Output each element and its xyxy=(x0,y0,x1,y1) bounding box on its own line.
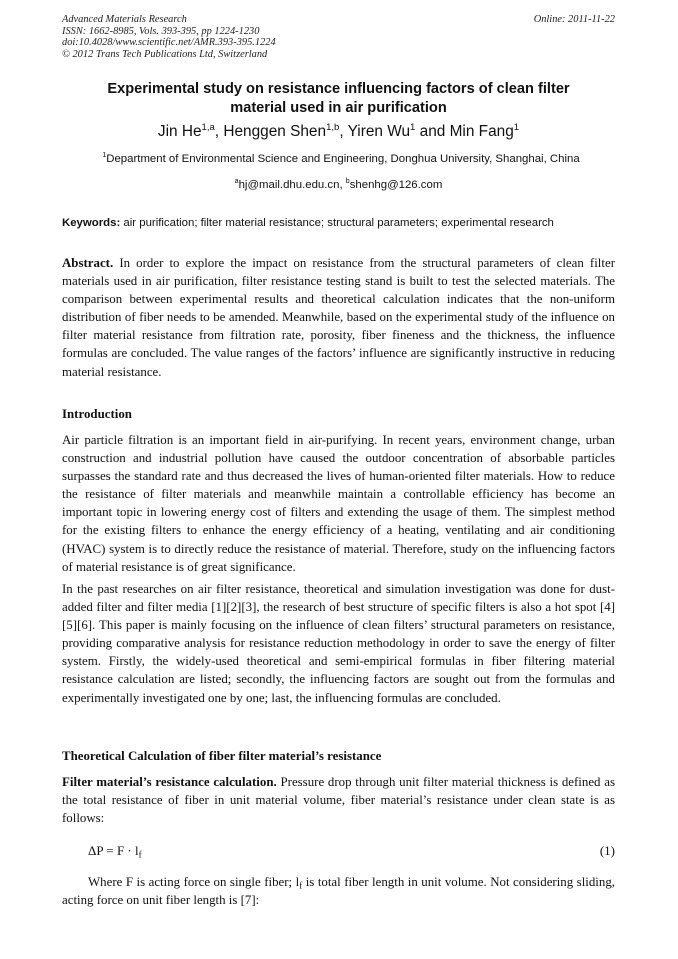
journal-doi: doi:10.4028/www.scientific.net/AMR.393-395.1224 xyxy=(62,37,276,48)
author-superscript: 1 xyxy=(513,121,520,133)
journal-name: Advanced Materials Research xyxy=(62,14,187,25)
title-line-1: Experimental study on resistance influencing factors of clean filter xyxy=(107,81,570,97)
email-superscript: a xyxy=(234,178,239,186)
journal-issn: ISSN: 1662-8985, Vols. 393-395, pp 1224-1230 xyxy=(62,25,260,37)
equation-subscript: f xyxy=(138,849,142,860)
theory-text: Where F is acting force on single fiber; l xyxy=(88,875,300,889)
author-name: Min Fang xyxy=(449,123,514,140)
author-name: Jin He xyxy=(157,123,202,140)
author-superscript: 1,b xyxy=(326,121,340,133)
theory-subscript: f xyxy=(299,880,303,891)
equation-1 xyxy=(88,842,615,860)
journal-header xyxy=(62,14,615,60)
email-address[interactable]: shenhg@126.com xyxy=(349,179,443,191)
paper-title xyxy=(62,80,615,118)
journal-copyright: © 2012 Trans Tech Publications Ltd, Switzerland xyxy=(62,48,268,60)
keywords-text: air purification; filter material resistance; structural parameters; experimental research xyxy=(123,217,554,229)
online-date: Online: 2011-11-22 xyxy=(533,14,615,25)
intro-paragraph-1: Air particle filtration is an important field in air-purifying. In recent years, environment change, urban construction and industrial pollution have caused the outdoor concentration of absorbable particles surpasses the standard rate and thus decreased the lives of human-oriented filter materials. How to reduce the resistance of filter materials and meanwhile maintain a controllable efficiency has become an important topic in lowering energy cost of filters and extending the usage of them. The simplest method for the existing filters to enhance the energy efficiency of a heating, ventilating and air conditioning (HVAC) system is to directly reduce the resistance of material. Therefore, study on the influencing factors of material resistance is of great significance. xyxy=(62,433,615,574)
abstract-paragraph xyxy=(62,254,615,381)
keywords xyxy=(62,215,615,231)
equation-number: (1) xyxy=(599,843,615,858)
author-name: Henggen Shen xyxy=(223,123,327,140)
equation-body: ΔP = F · l xyxy=(88,843,139,858)
subsection-label: Filter material’s resistance calculation. xyxy=(62,775,277,789)
section-heading-introduction: Introduction xyxy=(62,407,132,421)
keywords-label: Keywords: xyxy=(62,217,121,229)
intro-paragraph-2: In the past researches on air filter resistance, theoretical and simulation investigation was done for dust-added filter and filter media [1][2][3], the research of best structure of specific filters is also a hot spot [4][5][6]. This paper is mainly focusing on the influence of clean filters’ structural parameters on resistance, providing comparative analysis for resistance reduction methodology in order to save the energy of filter system. Firstly, the widely-used theoretical and semi-empirical formulas in fiber filtering material resistance calculation are listed; secondly, the influencing factors are sought out from the formulas and experimentally investigated one by one; last, the influencing formulas are concluded. xyxy=(62,582,615,705)
author-superscript: 1 xyxy=(410,121,416,133)
author-list: Jin He$^{1,a}$, Henggen Shen$^{1,b}$, Yiren Wu$^1$ and Min Fang$^1$ xyxy=(157,121,520,140)
theory-text: is total fiber length in unit volume. Not considering sliding, acting force on unit fiber length is [7]: xyxy=(62,875,615,908)
email-address[interactable]: hj@mail.dhu.edu.cn, xyxy=(238,179,343,191)
affiliation-text: Department of Environmental Science and Engineering, Donghua University, Shanghai, China xyxy=(106,153,580,165)
section-heading-theory: Theoretical Calculation of fiber filter material’s resistance xyxy=(62,749,382,763)
theory-paragraph-1 xyxy=(62,773,615,827)
affiliation-superscript: 1 xyxy=(102,152,107,160)
email-superscript: b xyxy=(345,178,350,186)
affiliation xyxy=(62,151,620,167)
abstract-text: In order to explore the impact on resistance from the structural parameters of clean filter materials used in air purification, filter resistance testing stand is built to test the selected materials. The comparison between experimental results and theoretical calculation indicates that the non-uniform distribution of fiber needs to be amended. Meanwhile, based on the experimental study of the influence on filter material resistance from filtration rate, porosity, fiber fineness and the thickness, the influence formulas are concluded. The value ranges of the factors’ influence are significantly instructive in reducing material resistance. xyxy=(62,256,615,379)
author-superscript: 1,a xyxy=(201,121,215,133)
email-line xyxy=(62,177,615,193)
theory-text: Pressure drop through unit filter material thickness is defined as the total resistance of fiber in unit material volume, fiber material’s resistance under clean state is as follows: xyxy=(62,775,615,826)
author-name: Yiren Wu xyxy=(347,123,411,140)
abstract-label: Abstract. xyxy=(62,256,114,270)
title-line-2: material used in air purification xyxy=(230,100,447,116)
theory-paragraph-2 xyxy=(62,873,615,909)
